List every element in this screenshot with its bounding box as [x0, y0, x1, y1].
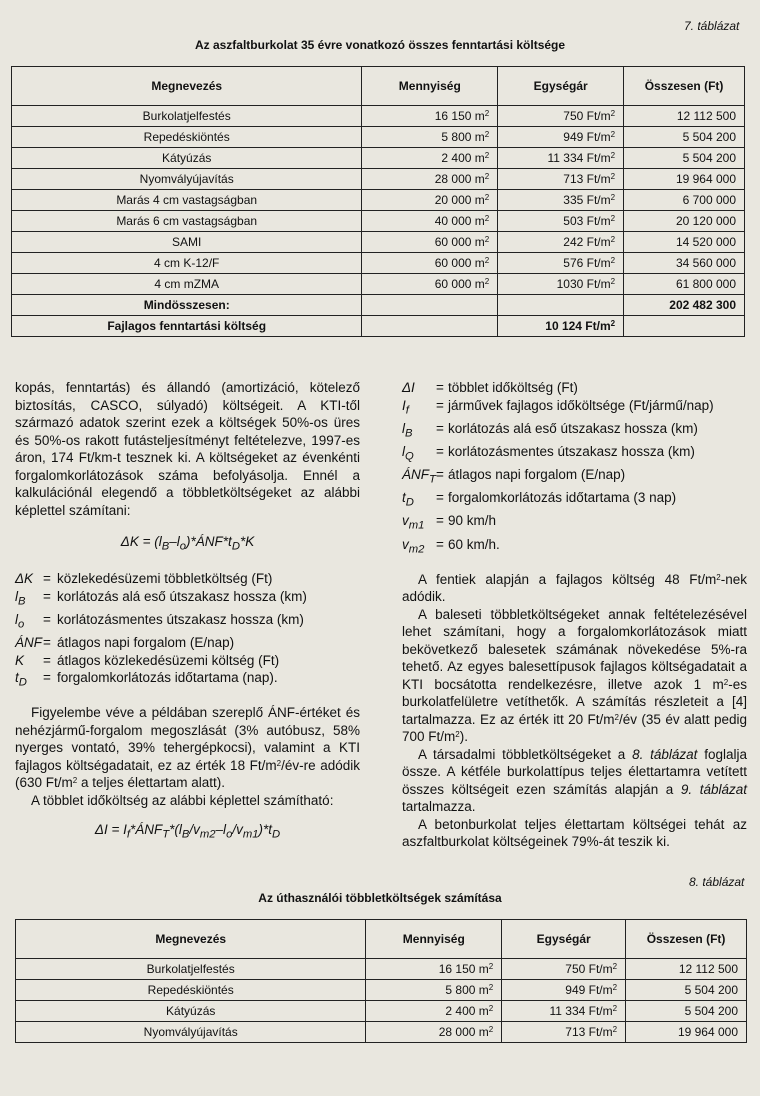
definition-text: 90 km/h [448, 513, 497, 529]
definition-row: $l_B$ = korlátozás alá eső útszakasz hossza (km) [402, 420, 747, 443]
col-header-qty: Mennyiség [362, 67, 498, 106]
definition-row: $ÁNF_T$ = átlagos napi forgalom (E/nap) [402, 466, 747, 489]
definition-text: korlátozás alá eső útszakasz hossza (km) [57, 588, 307, 604]
cell-qty: 5 800 $m^2$ [366, 980, 502, 1001]
cell-unit: 750 $Ft/m^2$ [498, 106, 624, 127]
cell-name: SAMI [12, 232, 362, 253]
formula-delta-i: $\Delta I = I_f*ÁNF_T*(l_B/v_{m2}-l_o/v_{m1})*t_D$ [94, 822, 281, 841]
cell-qty: 20 000 $m^2$ [362, 190, 498, 211]
definition-symbol: $t_D$ [402, 490, 414, 509]
cell-unit: 750 $Ft/m^2$ [502, 959, 626, 980]
cell-total: 14 520 000 [624, 232, 745, 253]
table-row [12, 148, 745, 169]
cell-name: Marás 6 cm vastagságban [12, 211, 362, 232]
definition-row: $t_D$ = forgalomkorlátozás időtartama (3 nap) [402, 489, 747, 512]
definition-symbol: $l_B$ [402, 420, 413, 440]
col-header-total: Összesen (Ft) [626, 920, 747, 959]
definition-row: $l_Q$ = korlátozásmentes útszakasz hossza (km) [402, 443, 747, 466]
definition-row: $v_{m1}$ = 90 km/h [402, 512, 747, 535]
cell-name: Burkolatjelfestés [12, 106, 362, 127]
cell-total: 12 112 500 [626, 959, 747, 980]
table-row [12, 106, 745, 127]
cell-unit: 576 $Ft/m^2$ [498, 253, 624, 274]
cell-name: Repedéskiöntés [12, 127, 362, 148]
col-header-total: Összesen (Ft) [624, 67, 745, 106]
col-header-unit: Egységár [498, 67, 624, 106]
cell-qty: 2 400 $m^2$ [366, 1001, 502, 1022]
left-column [15, 379, 360, 858]
sum-label: Mindösszesen: [12, 295, 362, 316]
definition-row: ΔK = közlekedésüzemi többletköltség (Ft) [15, 570, 360, 588]
definition-row: ΔI = többlet időköltség (Ft) [402, 379, 747, 397]
cell-name: Burkolatjelfestés [16, 959, 366, 980]
cell-unit: 335 $Ft/m^2$ [498, 190, 624, 211]
cell-qty: 16 150 $m^2$ [362, 106, 498, 127]
table-row [16, 959, 747, 980]
definition-symbol: $l_o$ [15, 611, 25, 631]
definition-text: átlagos közlekedésüzemi költség (Ft) [57, 652, 280, 668]
definition-row: $l_o$ = korlátozásmentes útszakasz hossza (km) [15, 611, 360, 634]
cell-unit: 713 $Ft/m^2$ [502, 1022, 626, 1043]
table7 [11, 66, 745, 337]
cell-qty: 2 400 $m^2$ [362, 148, 498, 169]
specific-value: 10 124 $Ft/m^2$ [498, 316, 624, 337]
cell-qty: 60 000 $m^2$ [362, 274, 498, 295]
definition-symbol: $v_{m2}$ [402, 536, 425, 556]
table8-title: Az úthasználói többletköltségek számítása [258, 891, 502, 905]
col-header-qty: Mennyiség [366, 920, 502, 959]
table7-title: Az aszfaltburkolat 35 évre vonatkozó összes fenntartási költsége [194, 38, 566, 52]
col-header-name: Megnevezés [12, 67, 362, 106]
cell-unit: 949 $Ft/m^2$ [498, 127, 624, 148]
definition-symbol: $I_f$ [402, 397, 409, 417]
definition-symbol: $t_D$ [15, 670, 27, 689]
table-row [12, 211, 745, 232]
cell-total: 61 800 000 [624, 274, 745, 295]
table8 [15, 919, 747, 1043]
right-para-1: A fentiek alapján a fajlagos költség 48 $Ft/m^2$-nek adódik. [402, 571, 747, 605]
cell-total: 5 504 200 [626, 1001, 747, 1022]
definition-symbol: ΔI [402, 380, 415, 395]
table7-header-row [12, 67, 745, 106]
formula-delta-k: $\Delta K = (l_B-l_o)*ÁNF*t_D*K$ [120, 534, 255, 553]
right-para-2: A baleseti többletköltségeket annak feltételezésével lehet számítani, hogy a forgalomkorlátozások miatt bekövetkező balesetek számának növekedése 5%-ra tehető. Az egyes balesettípusok fajlagos költségadatait a KTI bocsátotta rendelkezésre, illetve azok 1 $m^2-es$ burkolatfelületre vetíthetők. A számítás részleteit a [4] tartalmazza. Ez az érték itt 20 $Ft/m^2/év$ (35 év alatt pedig 700 $Ft/m^2$). [402, 606, 747, 745]
col-header-unit: Egységár [502, 920, 626, 959]
definition-symbol: K [15, 652, 25, 668]
left-para-3: A többlet időköltség az alábbi képlettel számítható: [31, 792, 334, 808]
definition-row: ÁNF = átlagos napi forgalom (E/nap) [15, 634, 360, 652]
table-row [12, 127, 745, 148]
table-row [16, 980, 747, 1001]
table-row [12, 190, 745, 211]
definition-text: korlátozásmentes útszakasz hossza (km) [448, 443, 695, 459]
cell-name: Kátyúzás [16, 1001, 366, 1022]
cell-qty: 60 000 $m^2$ [362, 232, 498, 253]
definition-text: átlagos napi forgalom (E/nap) [448, 467, 626, 483]
table-row [16, 1001, 747, 1022]
table-row [12, 232, 745, 253]
table7-specific-row [12, 316, 745, 337]
cell-name: 4 cm K-12/F [12, 253, 362, 274]
definition-row: K = átlagos közlekedésüzemi költség (Ft) [15, 652, 360, 670]
table7-tag: 7. táblázat [684, 19, 740, 33]
cell-qty: 60 000 $m^2$ [362, 253, 498, 274]
left-para-2: Figyelembe véve a példában szereplő ÁNF-értéket és nehézjármű-forgalom megoszlását (3% autóbusz, 58% nyerges vontató, 39% tehergépkocsi), valamint a KTI fajlagos költségadatait, ez az érték 18 $Ft/m^2/év-re$ adódik (630 $Ft/m^2$ a teljes élettartam alatt). [15, 705, 360, 791]
cell-name: Nyomvályújavítás [16, 1022, 366, 1043]
definition-text: többlet időköltség (Ft) [448, 380, 578, 395]
definition-row: $l_B$ = korlátozás alá eső útszakasz hossza (km) [15, 588, 360, 611]
right-para-3: A társadalmi többletköltségeket a 8. táblázat foglalja össze. A kétféle burkolattípus teljes élettartamra vetített összes költségeit ezen számítás alapján a 9. táblázat tartalmazza. [402, 746, 747, 815]
cell-name: Repedéskiöntés [16, 980, 366, 1001]
col-header-name: Megnevezés [16, 920, 366, 959]
definition-text: közlekedésüzemi többletköltség (Ft) [57, 571, 273, 587]
cell-total: 19 964 000 [624, 169, 745, 190]
specific-label: Fajlagos fenntartási költség [12, 316, 362, 337]
definition-text: forgalomkorlátozás időtartama (3 nap) [448, 490, 677, 506]
cell-qty: 28 000 $m^2$ [362, 169, 498, 190]
cell-qty: 40 000 $m^2$ [362, 211, 498, 232]
definition-text: járművek fajlagos időköltsége (Ft/jármű/nap) [448, 397, 714, 413]
cell-total: 5 504 200 [624, 148, 745, 169]
sum-total: 202 482 300 [624, 295, 745, 316]
left-definitions [15, 570, 360, 692]
definition-row: $t_D$ = forgalomkorlátozás időtartama (nap). [15, 669, 360, 692]
cell-unit: 503 $Ft/m^2$ [498, 211, 624, 232]
cell-qty: 28 000 $m^2$ [366, 1022, 502, 1043]
cell-qty: 16 150 $m^2$ [366, 959, 502, 980]
cell-name: Nyomvályújavítás [12, 169, 362, 190]
cell-total: 12 112 500 [624, 106, 745, 127]
table-row [16, 1022, 747, 1043]
definition-row: $I_f$ = járművek fajlagos időköltsége (Ft/jármű/nap) [402, 397, 747, 420]
right-para-4: A betonburkolat teljes élettartam költségei tehát az aszfaltburkolat költségeinek 79%-át teszik ki. [402, 816, 747, 850]
cell-name: Marás 4 cm vastagságban [12, 190, 362, 211]
definition-symbol: ΔK [15, 571, 34, 587]
cell-total: 5 504 200 [626, 980, 747, 1001]
cell-unit: 1030 $Ft/m^2$ [498, 274, 624, 295]
right-column [402, 379, 747, 851]
cell-total: 34 560 000 [624, 253, 745, 274]
definition-text: átlagos napi forgalom (E/nap) [57, 635, 235, 651]
right-definitions [402, 379, 747, 559]
cell-unit: 949 $Ft/m^2$ [502, 980, 626, 1001]
cell-total: 6 700 000 [624, 190, 745, 211]
cell-qty: 5 800 $m^2$ [362, 127, 498, 148]
cell-unit: 11 334 $Ft/m^2$ [498, 148, 624, 169]
definition-symbol: ÁNF [15, 635, 42, 651]
table-row [12, 253, 745, 274]
table-row [12, 274, 745, 295]
definition-text: forgalomkorlátozás időtartama (nap). [57, 670, 278, 686]
table8-header-row [16, 920, 747, 959]
definition-row: $v_{m2}$ = 60 km/h. [402, 536, 747, 559]
definition-symbol: $l_B$ [15, 588, 26, 608]
left-para-1: kopás, fenntartás) és állandó (amortizáció, kötelező biztosítás, CASCO, súlyadó) költségeit. A KTI-től származó adatok szerint ezek a költségek 50%-os üres és 50%-os rakott futásteljesítményt feltételezve, 1997-es áron, 174 Ft/km-t tesznek ki. A költségeket az évenkénti forgalomkorlátozások száma befolyásolja. Ennél a kalkulációnál elegendő a többletköltségeket az alábbi képlettel számítani: [15, 380, 360, 518]
cell-unit: 11 334 $Ft/m^2$ [502, 1001, 626, 1022]
definition-text: korlátozás alá eső útszakasz hossza (km) [448, 420, 698, 436]
table7-sum-row [12, 295, 745, 316]
cell-name: 4 cm mZMA [12, 274, 362, 295]
definition-text: korlátozásmentes útszakasz hossza (km) [57, 611, 304, 627]
definition-symbol: $ÁNF_T$ [402, 467, 436, 486]
cell-total: 20 120 000 [624, 211, 745, 232]
table8-tag: 8. táblázat [689, 875, 745, 889]
definition-symbol: $l_Q$ [402, 443, 414, 463]
definition-symbol: $v_{m1}$ [402, 513, 425, 533]
table-row [12, 169, 745, 190]
definition-text: 60 km/h. [448, 536, 500, 552]
cell-total: 5 504 200 [624, 127, 745, 148]
cell-total: 19 964 000 [626, 1022, 747, 1043]
cell-name: Kátyúzás [12, 148, 362, 169]
cell-unit: 713 $Ft/m^2$ [498, 169, 624, 190]
cell-unit: 242 $Ft/m^2$ [498, 232, 624, 253]
